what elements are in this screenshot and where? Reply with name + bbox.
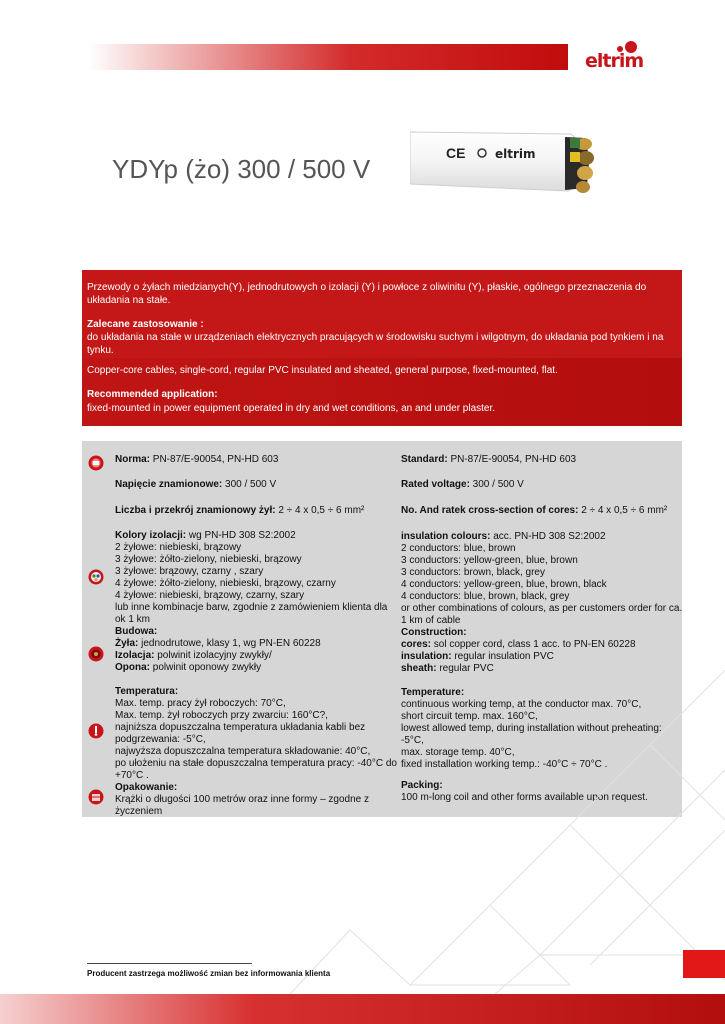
kolory-value: wg PN-HD 308 S2:2002 [186, 530, 296, 541]
temperature-icon [88, 723, 104, 739]
eltrim-logo [585, 40, 655, 74]
standard-icon [88, 455, 104, 471]
standard-label: Standard: [401, 454, 448, 465]
kolory-line: 4 żyłowe: żółto-zielony, niebieski, brązowy, czarny [115, 578, 336, 589]
cable-brand-print: eltrim [495, 147, 536, 161]
zyla-value: jednodrutowe, klasy 1, wg PN-EN 60228 [138, 638, 321, 649]
packing-icon [88, 789, 104, 805]
kolory-line: 3 żyłowe: brązowy, czarny , szary [115, 566, 264, 577]
opakowanie-label: Opakowanie: [115, 782, 178, 793]
temperatura-line: +70°C . [115, 770, 149, 781]
application-pl-heading: Zalecane zastosowanie : [87, 319, 204, 330]
temperatura-line: po ułożeniu na stałe dopuszczalna temperatura pracy: -40°C do [115, 758, 397, 769]
temperature-line: continuous working temp, at the conductor max. 70°C, [401, 699, 642, 710]
temperatura-line: Max. temp. pracy żył roboczych: 70°C, [115, 698, 286, 709]
ce-mark: CE [446, 145, 466, 161]
rated-voltage-label: Rated voltage: [401, 479, 470, 490]
opona-label: Opona: [115, 662, 150, 673]
zyla-label: Żyła: [115, 638, 139, 649]
application-en-heading: Recommended application: [87, 389, 218, 400]
rated-voltage-value: 300 / 500 V [469, 479, 524, 490]
temperatura-line: najwyższa dopuszczalna temperatura składowanie: 40°C, [115, 746, 371, 757]
kolory-label: Kolory izolacji: [115, 530, 187, 541]
kolory-line: lub inne kombinacje barw, zgodnie z zamówieniem klienta dla [115, 602, 388, 613]
construction-icon [88, 646, 104, 662]
temperature-line: -5°C, [401, 735, 424, 746]
kolory-line: 2 żyłowe: niebieski, brązowy [115, 542, 242, 553]
opakowanie-line: Krążki o długości 100 metrów oraz inne formy – zgodne z [115, 794, 370, 805]
cores-label: No. And ratek cross-section of cores: [401, 505, 579, 516]
colours-line: 3 conductors: brown, black, grey [401, 567, 545, 578]
colours-icon [88, 569, 104, 585]
colours-line: 4 conductors: yellow-green, blue, brown, black [401, 579, 607, 590]
temperature-line: fixed installation working temp.: -40°C ÷ 70°C . [401, 759, 608, 770]
colours-line: 4 conductors: blue, brown, black, grey [401, 591, 570, 602]
liczba-value: 2 ÷ 4 x 0,5 ÷ 6 mm² [275, 505, 365, 516]
insulation-label: insulation: [401, 651, 452, 662]
izolacja-value: polwinit izolacyjny zwykły/ [154, 650, 272, 661]
napiecie-value: 300 / 500 V [222, 479, 277, 490]
temperature-line: short circuit temp. max. 160°C, [401, 711, 538, 722]
opona-value: polwinit oponowy zwykły [150, 662, 262, 673]
application-pl-text: do układania na stałe w urządzeniach elektrycznych pracujących w środowisku suchym i wilgotnym, do układania pod tynkiem i na tynku. [87, 332, 664, 356]
cores-value: 2 ÷ 4 x 0,5 ÷ 6 mm² [578, 505, 668, 516]
temperature-label: Temperature: [401, 687, 465, 698]
page-title: YDYp (żo) 300 / 500 V [112, 154, 371, 184]
background-triangle-pattern [290, 640, 725, 994]
kolory-line: ok 1 km [115, 614, 151, 625]
construction-label: Construction: [401, 627, 467, 638]
top-banner [88, 44, 568, 70]
temperature-line: max. storage temp. 40°C, [401, 747, 515, 758]
budowa-label: Budowa: [115, 626, 158, 637]
colours-line: 3 conductors: yellow-green, blue, brown [401, 555, 578, 566]
opakowanie-line: życzeniem [115, 806, 163, 817]
insulation-value: regular insulation PVC [451, 651, 554, 662]
temperatura-line: Max. temp. żył roboczych przy zwarciu: 160°C?, [115, 710, 328, 721]
colours-line: 2 conductors: blue, brown [401, 543, 516, 554]
izolacja-label: Izolacja: [115, 650, 155, 661]
kolory-line: 3 żyłowe: żółto-zielony, niebieski, brązowy [115, 554, 302, 565]
packing-text: 100 m-long coil and other forms available upon request. [401, 792, 648, 803]
temperatura-line: podgrzewania: -5°C, [115, 734, 206, 745]
colours-value: acc. PN-HD 308 S2:2002 [490, 531, 606, 542]
colours-line: or other combinations of colours, as per customers order for ca. [401, 603, 683, 614]
footer-disclaimer: Producent zastrzega możliwość zmian bez informowania klienta [87, 969, 331, 978]
temperature-line: lowest allowed temp, during installation without preheating: [401, 723, 662, 734]
temperatura-label: Temperatura: [115, 686, 179, 697]
colours-line: 1 km of cable [401, 615, 461, 626]
colours-label: insulation colours: [401, 531, 491, 542]
bottom-banner [0, 994, 725, 1024]
application-en-text: fixed-mounted in power equipment operated in dry and wet conditions, an and under plaster. [87, 403, 496, 414]
description-en: Copper-core cables, single-cord, regular PVC insulated and sheated, general purpose, fixed-mounted, flat. [87, 365, 558, 376]
corner-accent [683, 950, 725, 978]
footer-divider [87, 963, 252, 964]
description-panel [82, 270, 682, 426]
norma-label: Norma: [115, 454, 151, 465]
cores2-label: cores: [401, 639, 432, 650]
norma-value: PN-87/E-90054, PN-HD 603 [150, 454, 279, 465]
napiecie-label: Napięcie znamionowe: [115, 479, 223, 490]
cable-photo [410, 92, 628, 247]
cores2-value: sol copper cord, class 1 acc. to PN-EN 60228 [431, 639, 636, 650]
description-pl: Przewody o żyłach miedzianych(Y), jednodrutowych o izolacji (Y) i powłoce z oliwinitu (Y), płaskie, ogólnego przeznaczenia do układania na stałe. [87, 282, 647, 306]
standard-value: PN-87/E-90054, PN-HD 603 [447, 454, 577, 465]
temperatura-line: najniższa dopuszczalna temperatura układania kabli bez [115, 722, 366, 733]
sheath-label: sheath: [401, 663, 437, 674]
sheath-value: regular PVC [436, 663, 494, 674]
logo-text: eltrim [585, 50, 644, 72]
liczba-label: Liczba i przekrój znamionowy żył: [115, 505, 276, 516]
packing-label: Packing: [401, 780, 443, 791]
kolory-line: 4 żyłowe: niebieski, brązowy, czarny, szary [115, 590, 305, 601]
